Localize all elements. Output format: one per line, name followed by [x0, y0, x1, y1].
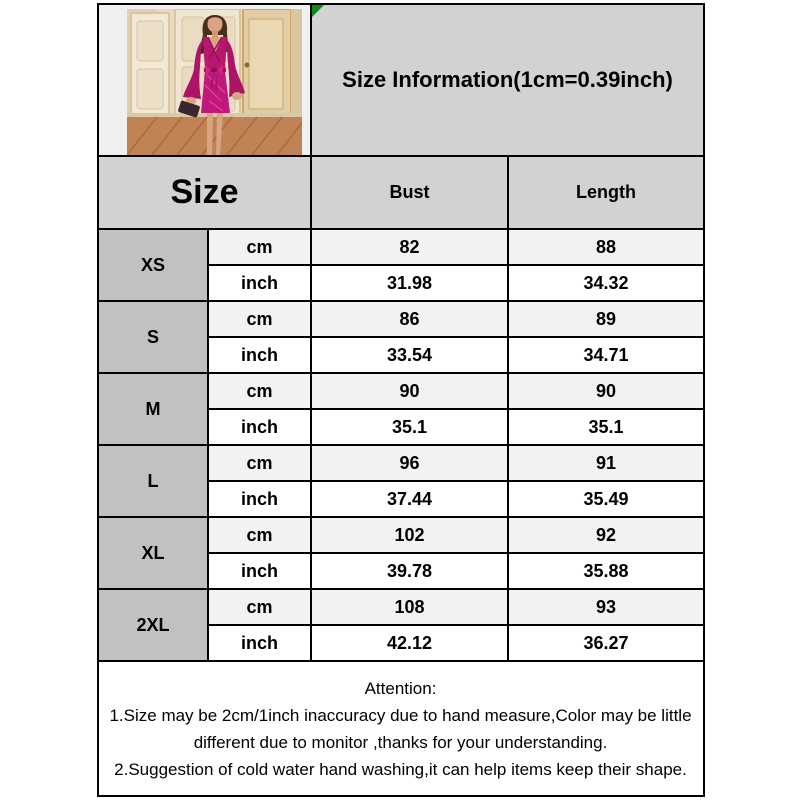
unit-cell: inch [208, 481, 311, 517]
table-row [98, 445, 704, 481]
bust-value-cell: 31.98 [311, 265, 508, 301]
length-value-cell: 93 [508, 589, 704, 625]
attention-row [98, 661, 704, 796]
unit-cell: cm [208, 445, 311, 481]
top-row [98, 4, 704, 156]
table-row [98, 229, 704, 265]
bust-value-cell: 90 [311, 373, 508, 409]
unit-cell: inch [208, 409, 311, 445]
length-value-cell: 34.32 [508, 265, 704, 301]
table-row [98, 301, 704, 337]
unit-cell: cm [208, 373, 311, 409]
size-label-cell: L [98, 445, 208, 517]
bust-value-cell: 82 [311, 229, 508, 265]
bust-value-cell: 108 [311, 589, 508, 625]
size-table [97, 3, 705, 797]
table-row [98, 589, 704, 625]
attention-line: 1.Size may be 2cm/1inch inaccuracy due to hand measure,Color may be little different due to monitor ,thanks for your understanding. [109, 706, 692, 752]
attention-note [98, 661, 704, 796]
bust-value-cell: 35.1 [311, 409, 508, 445]
size-info-title-cell [311, 4, 704, 156]
unit-cell: cm [208, 517, 311, 553]
unit-cell: inch [208, 265, 311, 301]
length-value-cell: 92 [508, 517, 704, 553]
unit-cell: cm [208, 589, 311, 625]
size-label-cell: XS [98, 229, 208, 301]
attention-title: Attention: [364, 679, 437, 698]
unit-cell: inch [208, 337, 311, 373]
length-value-cell: 34.71 [508, 337, 704, 373]
product-photo [127, 9, 302, 155]
bust-column-header: Bust [311, 156, 508, 229]
unit-cell: inch [208, 625, 311, 661]
bust-value-cell: 37.44 [311, 481, 508, 517]
length-value-cell: 90 [508, 373, 704, 409]
size-label-cell: XL [98, 517, 208, 589]
length-value-cell: 35.1 [508, 409, 704, 445]
bust-value-cell: 96 [311, 445, 508, 481]
bust-value-cell: 42.12 [311, 625, 508, 661]
table-row [98, 373, 704, 409]
size-column-header: Size [98, 156, 311, 229]
length-value-cell: 88 [508, 229, 704, 265]
bust-value-cell: 39.78 [311, 553, 508, 589]
unit-cell: cm [208, 301, 311, 337]
unit-cell: cm [208, 229, 311, 265]
bust-value-cell: 86 [311, 301, 508, 337]
page-title: Size Information(1cm=0.39inch) [342, 67, 673, 92]
table-row [98, 517, 704, 553]
size-label-cell: 2XL [98, 589, 208, 661]
size-chart-sheet [97, 3, 703, 797]
dress-photo-illustration [127, 9, 302, 155]
product-photo-cell [98, 4, 311, 156]
length-value-cell: 91 [508, 445, 704, 481]
column-header-row [98, 156, 704, 229]
size-label-cell: S [98, 301, 208, 373]
length-value-cell: 89 [508, 301, 704, 337]
length-value-cell: 36.27 [508, 625, 704, 661]
bust-value-cell: 102 [311, 517, 508, 553]
green-corner-marker-icon [312, 5, 324, 17]
unit-cell: inch [208, 553, 311, 589]
size-label-cell: M [98, 373, 208, 445]
length-column-header: Length [508, 156, 704, 229]
attention-line: 2.Suggestion of cold water hand washing,it can help items keep their shape. [114, 760, 687, 779]
length-value-cell: 35.88 [508, 553, 704, 589]
length-value-cell: 35.49 [508, 481, 704, 517]
bust-value-cell: 33.54 [311, 337, 508, 373]
